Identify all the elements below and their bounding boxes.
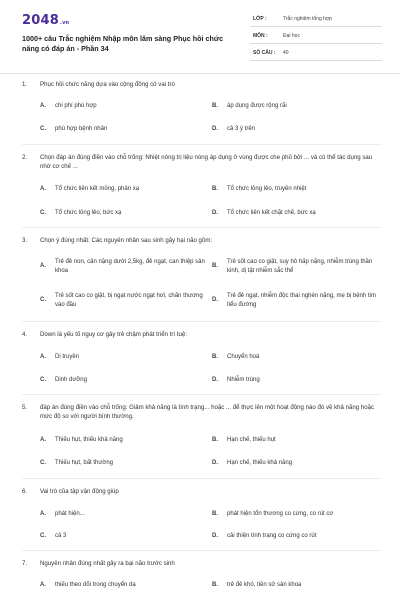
question-text: 5. đáp án đúng điền vào chỗ trống: Giảm khả năng là tình trạng... hoặc ... để thực lên một hoạt động nào đó về khả năng hoặc mức độ so với người bình thường. [22,404,375,420]
question-divider [22,321,382,322]
meta-value: Trắc nghiệm tổng hợp [283,16,332,22]
question-divider [22,144,382,145]
question-number: 4. [22,331,28,338]
option-d[interactable]: D. Hạn chế, thiếu khả năng [212,460,293,466]
option-d[interactable]: D. Nhiễm trùng [212,377,260,383]
question-4 [22,330,382,383]
option-d[interactable]: D. Trẻ đẻ ngạt, nhiễm độc thai nghén nặng, mẹ bị bệnh tim tiểu đường [212,293,376,308]
meta-label: LỚP : [253,16,267,22]
page-header [0,0,400,70]
question-divider [22,227,382,228]
option-c[interactable]: C. Thiếu hụt, bất thường [40,460,113,466]
option-a[interactable]: A. phát hiện... [40,511,85,517]
question-divider [22,550,382,551]
option-b[interactable]: B. áp dụng được rộng rãi [212,103,287,109]
option-b[interactable]: B. Hạn chế, thiếu hụt [212,437,276,443]
option-a[interactable]: A. Trẻ đẻ non, cân nặng dưới 2,5kg, đẻ ngạt, can thiệp sản khoa [40,259,205,274]
option-b[interactable]: B. Chuyển hoá [212,354,260,360]
meta-info [250,13,382,64]
question-text: 2. Chọn đáp án đúng điền vào chỗ trống: Nhiệt nóng trị liệu nóng áp dụng ở vùng được che phủ bởi ... và có thể tác dụng sau nhờ cơ chế ... [22,154,373,170]
meta-value: Đại học [283,33,300,39]
option-c[interactable]: C. Trẻ sốt cao co giật, bị ngạt nước ngạt hơi, chấn thương vào đầu [40,293,203,308]
page-title: 1000+ câu Trắc nghiệm Nhập môn lâm sàng Phục hồi chức năng có đáp án - Phần 34 [22,34,224,53]
option-b[interactable]: B. trẻ đẻ khó, tiền sử sản khoa [212,582,302,588]
question-5 [22,403,382,466]
option-b[interactable]: B. Trẻ sốt cao co giật, suy hô hấp nặng, nhiễm trùng thần kinh, dị tật nhiễm sắc thể [212,259,373,274]
header-divider [0,73,400,74]
option-c[interactable]: C. Tổ chức lỏng lẻo, bức xạ [40,210,122,216]
option-d[interactable]: D. Tổ chức liên kết chặt chẽ, bức xạ [212,210,316,216]
question-text: 3. Chọn ý đúng nhất: Các nguyên nhân sau sinh gây hại não gồm: [22,237,213,244]
option-b[interactable]: B. phát hiện tổn thương co cứng, co rút cơ [212,511,334,517]
option-b[interactable]: B. Tổ chức lỏng lẻo, truyền nhiệt [212,186,307,192]
option-c[interactable]: C. Dinh dưỡng [40,377,87,383]
option-c[interactable]: C. cả 3 [40,533,67,539]
option-a[interactable]: A. Tổ chức liên kết mỏng, phản xạ [40,186,140,192]
question-number: 1. [22,81,28,88]
question-number: 6. [22,488,28,495]
question-divider [22,478,382,479]
option-a[interactable]: A. thiếu theo dõi trong chuyển dạ [40,582,136,588]
question-divider [22,394,382,395]
site-logo[interactable]: 2048.vn [22,13,70,28]
option-a[interactable]: A. chi phí phù hợp [40,103,97,109]
question-text: 4. Down là yếu tố nguy cơ gây trẻ chậm phát triển trí tuệ: [22,331,187,338]
meta-count-row [250,47,382,61]
question-text: 7. Nguyên nhân đúng nhất gây ra bại não trước sinh [22,560,175,567]
option-a[interactable]: A. Thiếu hụt, thiếu khả năng [40,437,123,443]
question-text: 1. Phục hồi chức năng dựa vào cộng đồng có vai trò [22,81,175,88]
option-c[interactable]: C. phù hợp bệnh nhân [40,126,108,132]
meta-label: MÔN : [253,33,268,39]
meta-label: SỐ CÂU : [253,50,276,56]
question-6 [22,487,382,539]
question-7 [22,559,382,588]
meta-class-row [250,13,382,27]
question-1 [22,80,382,132]
question-number: 5. [22,404,28,411]
question-3 [22,236,382,308]
option-a[interactable]: A. Di truyền [40,354,80,360]
question-2 [22,153,382,216]
question-number: 7. [22,560,28,567]
question-text: 6. Vai trò của tập vận động giúp [22,488,119,495]
question-number: 2. [22,154,28,161]
meta-value: 40 [283,50,289,56]
option-d[interactable]: D. cải thiện tình trạng co cứng co rút [212,533,317,539]
question-number: 3. [22,237,28,244]
option-d[interactable]: D. cả 3 ý trên [212,126,256,132]
meta-subject-row [250,30,382,44]
